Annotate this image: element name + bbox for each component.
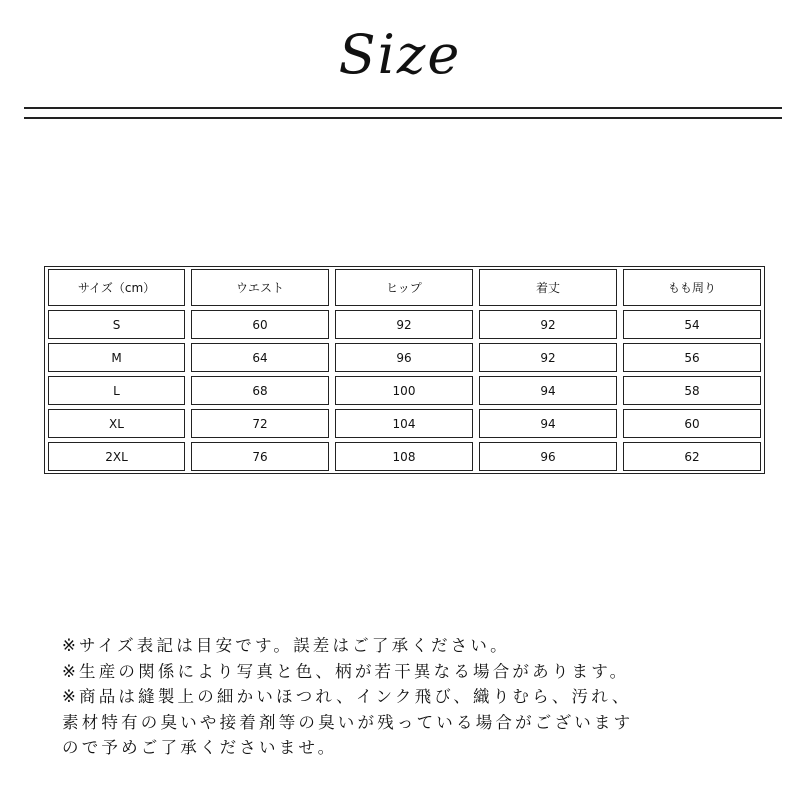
table-row — [45, 374, 764, 407]
header-cell: 着丈 — [476, 267, 620, 308]
table-cell: 64 — [188, 341, 332, 374]
divider-line — [24, 107, 782, 109]
table-cell: M — [45, 341, 188, 374]
notes-block — [62, 633, 782, 761]
table-cell: 108 — [332, 440, 476, 473]
table-cell: 92 — [476, 341, 620, 374]
note-line: 素材特有の臭いや接着剤等の臭いが残っている場合がございます — [62, 712, 634, 732]
header-cell: サイズ（cm） — [45, 267, 188, 308]
table-cell: 68 — [188, 374, 332, 407]
table-cell: 104 — [332, 407, 476, 440]
table-cell: 60 — [188, 308, 332, 341]
table-row — [45, 308, 764, 341]
table-cell: 54 — [620, 308, 764, 341]
page-title: Size — [338, 23, 462, 86]
table-cell: 62 — [620, 440, 764, 473]
table-row — [45, 407, 764, 440]
table-cell: 96 — [476, 440, 620, 473]
table-row — [45, 440, 764, 473]
table-cell: 92 — [476, 308, 620, 341]
table-cell: 100 — [332, 374, 476, 407]
size-table — [44, 266, 765, 474]
table-row — [45, 341, 764, 374]
table-cell: 72 — [188, 407, 332, 440]
table-cell: 58 — [620, 374, 764, 407]
table-cell: 92 — [332, 308, 476, 341]
header-cell: ウエスト — [188, 267, 332, 308]
note-line: ※商品は縫製上の細かいほつれ、インク飛び、織りむら、汚れ、 — [62, 687, 632, 706]
table-cell: 76 — [188, 440, 332, 473]
table-cell: 2XL — [45, 440, 188, 473]
header-cell: もも周り — [620, 267, 764, 308]
table-cell: XL — [45, 407, 188, 440]
divider-line — [24, 117, 782, 119]
note-line: ので予めご了承くださいませ。 — [62, 738, 338, 757]
header-cell: ヒップ — [332, 267, 476, 308]
note-line: ※サイズ表記は目安です。誤差はご了承ください。 — [62, 636, 510, 655]
note-line: ※生産の関係により写真と色、柄が若干異なる場合があります。 — [62, 661, 630, 681]
table-cell: 60 — [620, 407, 764, 440]
table-cell: L — [45, 374, 188, 407]
table-header-row — [45, 267, 764, 308]
table-cell: S — [45, 308, 188, 341]
table-cell: 94 — [476, 374, 620, 407]
table-cell: 96 — [332, 341, 476, 374]
table-cell: 94 — [476, 407, 620, 440]
table-cell: 56 — [620, 341, 764, 374]
